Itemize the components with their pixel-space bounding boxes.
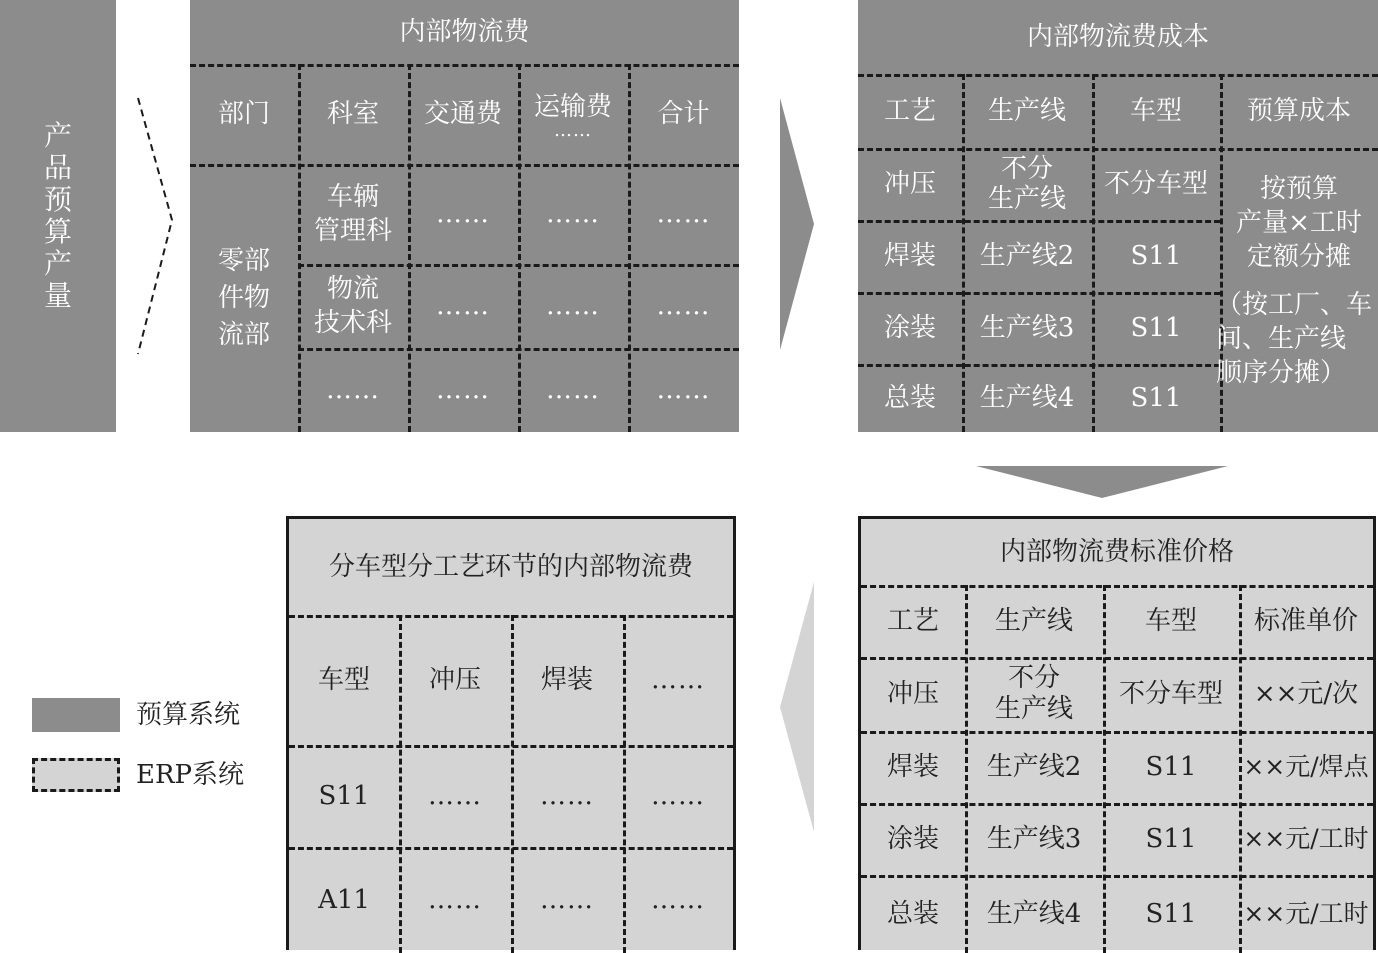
table-cell: 涂装 <box>886 824 939 854</box>
table-cell: 不分 生产线 <box>994 663 1073 724</box>
table-cell: A11 <box>318 885 370 915</box>
budget-cost-note <box>1215 148 1378 432</box>
table-cell: …… <box>656 199 711 229</box>
table-cell: …… <box>651 781 705 811</box>
header-more: …… <box>651 665 705 695</box>
product-char: 预 <box>43 183 72 216</box>
table-cell: …… <box>546 291 600 321</box>
table-cell: …… <box>540 781 594 811</box>
legend-budget-swatch <box>32 698 120 732</box>
header-transport-dots: …… <box>554 120 592 141</box>
header-welding: 焊装 <box>540 665 593 695</box>
table-cell: …… <box>436 291 490 321</box>
table-cell: 生产线4 <box>979 383 1075 413</box>
table-cell: ××元/焊点 <box>1243 752 1369 781</box>
internal-logistics-fee-table <box>190 0 739 432</box>
header-section: 科室 <box>326 99 379 129</box>
header-process: 工艺 <box>886 606 939 636</box>
table-cell: 生产线3 <box>986 824 1082 854</box>
product-char: 算 <box>43 215 72 248</box>
table-cell: 生产线3 <box>979 313 1075 343</box>
table-cell: 生产线2 <box>979 241 1075 271</box>
table-cell: …… <box>428 885 482 915</box>
header-car-model: 车型 <box>1129 96 1182 126</box>
table-cell: 车辆 管理科 <box>313 182 392 246</box>
header-production-line: 生产线 <box>994 606 1073 636</box>
table-title: 内部物流费 <box>399 17 530 47</box>
header-stamping: 冲压 <box>428 665 481 695</box>
table-cell: 生产线4 <box>986 899 1082 929</box>
table-cell: S11 <box>1130 313 1182 343</box>
header-car-model: 车型 <box>1144 606 1197 636</box>
table-cell: S11 <box>1145 899 1197 929</box>
table-cell: 总装 <box>886 899 939 929</box>
table-title: 内部物流费标准价格 <box>999 537 1234 567</box>
table-cell: 生产线2 <box>986 752 1082 782</box>
table-cell: S11 <box>1145 752 1197 782</box>
table-cell: 总装 <box>883 383 936 413</box>
header-car-model: 车型 <box>317 665 370 695</box>
table-cell: …… <box>436 199 490 229</box>
header-traffic-fee: 交通费 <box>423 99 502 129</box>
table-cell: 涂装 <box>883 313 936 343</box>
product-char: 量 <box>43 279 72 312</box>
header-total: 合计 <box>657 99 710 129</box>
table-cell: …… <box>656 375 711 405</box>
table-cell: …… <box>546 375 600 405</box>
table-cell: 冲压 <box>883 169 936 199</box>
table-cell: ××元/次 <box>1253 679 1359 709</box>
header-production-line: 生产线 <box>987 96 1066 126</box>
table-cell: 不分 生产线 <box>987 154 1066 214</box>
internal-logistics-cost-table <box>858 0 1378 432</box>
table-cell: …… <box>326 375 380 405</box>
legend-erp-swatch <box>32 758 120 792</box>
table-cell: 冲压 <box>886 679 939 709</box>
product-char: 产 <box>43 119 72 152</box>
table-cell: …… <box>428 781 482 811</box>
product-budget-quantity-box <box>0 0 116 432</box>
table-cell: S11 <box>1130 383 1182 413</box>
table-cell: 不分车型 <box>1103 169 1208 199</box>
table-cell: S11 <box>1130 241 1182 271</box>
fee-by-model-process-table <box>286 516 736 950</box>
legend-erp-label: ERP系统 <box>136 760 245 790</box>
table-cell: 焊装 <box>883 241 936 271</box>
header-department: 部门 <box>217 99 270 129</box>
standard-price-table <box>858 516 1376 950</box>
arrow-right-icon <box>780 98 816 350</box>
arrow-left-icon <box>780 582 816 832</box>
table-cell: ××元/工时 <box>1243 899 1369 928</box>
table-title: 分车型分工艺环节的内部物流费 <box>328 552 693 582</box>
table-cell: ××元/工时 <box>1243 824 1369 853</box>
arrow-down-icon <box>976 466 1228 500</box>
header-budget-cost: 预算成本 <box>1246 96 1351 126</box>
department-cell: 零部 件物 流部 <box>217 245 270 350</box>
table-title: 内部物流费成本 <box>1026 22 1209 52</box>
table-cell: …… <box>656 291 711 321</box>
header-standard-unit-price: 标准单价 <box>1253 606 1358 636</box>
product-char: 产 <box>43 247 72 280</box>
table-cell: 不分车型 <box>1118 679 1223 709</box>
table-cell: …… <box>436 375 490 405</box>
header-process: 工艺 <box>883 96 936 126</box>
table-cell: S11 <box>318 781 370 811</box>
table-cell: 物流 技术科 <box>313 274 392 338</box>
table-cell: …… <box>546 199 600 229</box>
table-cell: S11 <box>1145 824 1197 854</box>
legend-budget-label: 预算系统 <box>136 700 241 730</box>
header-transport-label: 运输费 <box>533 92 612 122</box>
table-cell: …… <box>540 885 594 915</box>
table-cell: …… <box>651 885 705 915</box>
header-transport-fee <box>518 64 628 164</box>
budget-note-allocation: 按预算 产量×工时 定额分摊 <box>1236 174 1362 272</box>
table-cell: 焊装 <box>886 752 939 782</box>
product-char: 品 <box>43 151 72 184</box>
dashed-arrow-icon <box>130 92 180 362</box>
budget-note-order: （按工厂、车 间、生产线 顺序分摊） <box>1215 290 1372 388</box>
